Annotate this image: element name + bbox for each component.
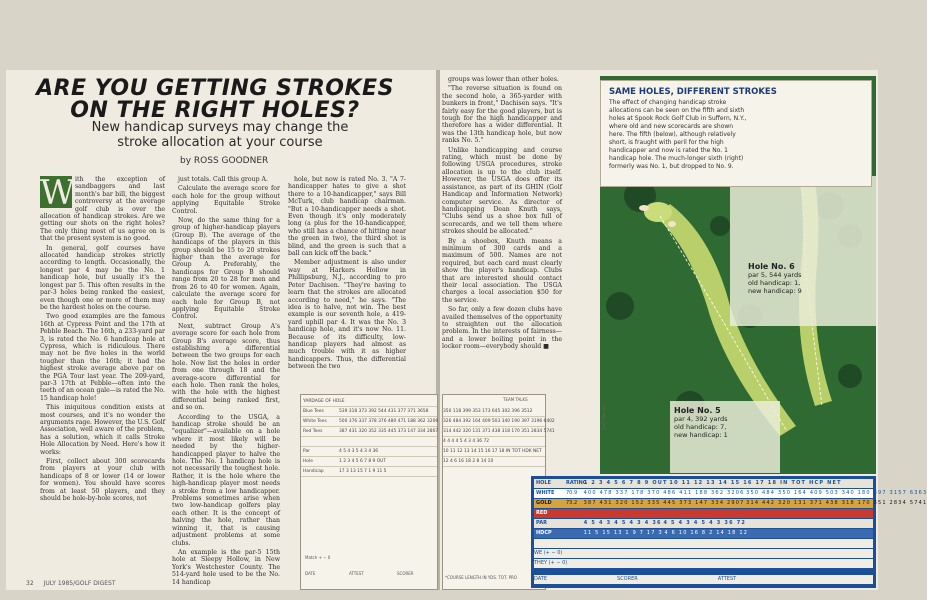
paragraph: "The reverse situation is found on the second hole, a 365-yarder with bunkers in front," Dachisen says. "It's fairly easy for the good players, but is tough for the high handicapper and therefore has a wider differential. It was the 13th handicap hole, but now ranks No. 5." — [442, 85, 562, 145]
hole-6-detail-2: old handicap: 1, — [748, 279, 801, 287]
column-1-body — [40, 173, 165, 503]
sidebar-box — [600, 80, 872, 187]
issue-line: JULY 1985/GOLF DIGEST — [43, 580, 116, 587]
deck-line-2: stroke allocation at your course — [117, 135, 323, 150]
hole-6-label — [748, 262, 802, 295]
paragraph: According to the USGA, a handicap stroke should be an "equalizer"—available on a hole where it most likely will be needed by the higher-handicapped player to halve the hole. The No. 1 handicap hole is not necessarily the toughest hole. Rather, it is the hole where the high-handicap player most needs a stroke from a low handicapper. Problems sometimes arise when two low-handicap golfers play each other. It is the concept of halving the hole, rather than winning it, that is causing adjustment problems at some clubs. — [172, 413, 280, 547]
paragraph: This iniquitous condition exists at most courses, and it's no wonder the arguments rage. However, the U.S. Golf Association, well aware of the problem, has a solution, which it calls Stroke Hole Allocation by Need. Here's how it works: — [40, 404, 165, 456]
byline: by ROSS GOODNER — [180, 156, 269, 166]
old-card-back-row: 350 118 399 353 173 645 302 396 3512 — [443, 407, 545, 417]
course-length-note: *COURSE LENGTH IN YDS. TOT. PRO — [445, 575, 517, 580]
old-card-row: Par 4 5 4 3 5 4 3 4 36 — [301, 447, 437, 457]
old-card-row: Blue Tees 539 318 373 392 544 431 377 371 3658 — [301, 407, 437, 417]
scorecard-scorer: SCORER — [617, 576, 638, 582]
paragraph: Unlike handicapping and course rating, which must be done by following USGA procedures, stroke allocation is up to the club itself. However, the USGA does offer its assistance, as part of its GHIN (Golf Handicap and Information Network) computer service. As director of handicapping Dean Knuth says, "Clubs send us a shoe box full of scorecards, and we tell them where strokes should be allocated." — [442, 146, 562, 236]
folio — [26, 580, 124, 587]
headline-line-2: ON THE RIGHT HOLES? — [70, 98, 360, 123]
team-talks-header: TEAM TALKS — [503, 397, 528, 402]
scorecard-date: DATE — [534, 576, 548, 582]
illustration-credit: JUDY TRAYLOR — [602, 404, 606, 430]
deck — [60, 120, 380, 150]
deck-line-1: New handicap surveys may change the — [91, 120, 349, 135]
paragraph: Two good examples are the famous 16th at Cypress Point and the 17th at Pebble Beach. The 16th, a 233-yard par 3, is rated the No. 6 handicap hole at Cypress, which is ridiculous. There may not be five holes in the world tougher than the 16th; it had the highest stroke average above par on the PGA Tour last year. The 209-yard, par-3 17th at Pebble—often into the teeth of an ocean gale—is rated the No. 15 handicap hole! — [40, 313, 165, 402]
article-column-2 — [172, 176, 280, 588]
article-column-4 — [442, 76, 562, 388]
scorecard-gold-row: GOLD 73.2 387 431 320 152 335 445 373 147 334 2907 314 442 320 131 371 438 318 170 351 2834 5741 — [536, 500, 927, 506]
paragraph: just totals. Call this group A. — [178, 176, 268, 183]
hole-6-green — [644, 202, 672, 222]
attest-label: ATTEST — [349, 571, 364, 576]
paragraph: An example is the par-5 15th hole at Sleepy Hollow, in New York's Westchester County. The 514-yard hole used to be the No. 14 handicap — [172, 548, 280, 586]
scorecard-hdcp-row: HDCP 11 5 15 13 1 9 7 17 3 4 6 10 16 8 2 14 18 12 — [534, 529, 873, 538]
hole-6-title: Hole No. 6 — [748, 262, 795, 271]
hole-6-detail-1: par 5, 544 yards — [748, 271, 802, 279]
paragraph: First, collect about 300 scorecards from players at your club with handicaps of 8 or lower (14 or lower for women). You should have scores from at least 50 players, and they should be hole-by-hole scores, not — [40, 458, 165, 503]
hole-5-title: Hole No. 5 — [674, 406, 721, 415]
paragraph: hole, but now is rated No. 3. "A 7-handicapper hates to give a shot there to a 10-handicapper," says Bill McTurk, club handicap chairman. "But a 10-handicapper needs a shot. Even though it's only moderately long (a plus for the 10-handicapper, who still has a chance of hitting near the green in two), the third shot is blind, and the green is such that a ball can kick off the back." — [288, 176, 406, 258]
date-label: DATE — [305, 571, 316, 576]
old-card-row: Hole 1 2 3 4 5 6 7 8 9 OUT — [301, 457, 437, 467]
old-card-back-row: 10 11 12 13 14 15 16 17 18 IN TOT HDK NET — [443, 447, 545, 457]
headline — [30, 78, 400, 122]
hole-5-detail-1: par 4, 392 yards — [674, 415, 728, 423]
scorer-label: SCORER — [397, 571, 414, 576]
scorecard-signature-row — [534, 575, 873, 584]
paragraph: Member adjustment is also under way at Harkers Hollow in Phillipsburg, N.J., according to pro Peter Dachisen. "They're having to learn that the strokes are allocated according to need," he says. "The idea is to halve, not win. The best example is our seventh hole, a 419-yard uphill par 4. It was the No. 3 handicap hole, and it's now No. 11. Because of its difficulty, low-handicap players had almost as much trouble with it as higher handicappers. Thus, the differential between the two — [288, 259, 406, 371]
sidebar-text: The effect of changing handicap stroke allocations can be seen on the fifth and sixth holes at Spook Rock Golf Club in Suffern, N.Y., where old and new scorecards are shown here. The fifth (below), although relatively short, is fraught with peril for the high handicapper and now is rated the No. 1 handicap hole. The much-longer sixth (right) formerly was No. 1, but dropped to No. 9. — [609, 99, 747, 170]
scorecard-red-row: RED — [534, 509, 873, 518]
old-card-back-row: 12 4 6 16 18 2 8 14 10 — [443, 457, 545, 467]
article-column-3 — [288, 176, 406, 384]
page-number: 32 — [26, 580, 34, 587]
paragraph: By a shoebox, Knuth means a minimum of 300 cards and a maximum of 500. Names are not required, but each card must clearly show the player's handicap. Clubs that are interested should contact their local association. The USGA charges a local association $50 for the service. — [442, 237, 562, 304]
drop-cap: W — [40, 173, 75, 213]
hole-5-detail-3: new handicap: 1 — [674, 431, 728, 439]
old-card-row: White Tees 500 376 337 378 376 480 471 188 362 3206 — [301, 417, 437, 427]
scorecard-blank-row — [534, 539, 873, 548]
old-card-row: Handicap 17 3 13 15 7 1 9 11 5 — [301, 467, 437, 477]
paragraph: In general, golf courses have allocated handicap strokes strictly according to length. Occasionally, the longest par 4 may be the No. 1 handicap hole, but usually it's the longest par 5. This often results in the par-3 holes being ranked the easiest, even though one or more of them may be the hardest holes on the course. — [40, 244, 165, 311]
new-scorecard — [531, 476, 927, 588]
hole-6-caption-panel — [730, 176, 876, 326]
paragraph: Next, subtract Group A's average score for each hole from Group B's average score, thus establishing a differential between the two groups for each hole. Now list the holes in order from one through 18 and the average-score differential for each hole. Then rank the holes, with the hole with the highest differential being ranked first, and so on. — [172, 322, 280, 412]
headline-line-1: ARE YOU GETTING STROKES — [36, 76, 394, 101]
match-line: Match + − 0 — [305, 555, 331, 560]
scorecard-white-row: WHITE 70.9 400 478 337 178 370 486 411 188 362 3206 350 484 350 164 409 503 340 180 397 3157 6363 — [536, 490, 927, 496]
paragraph: groups was lower than other holes. — [448, 76, 559, 83]
old-card-row: Red Tees 387 431 320 352 335 445 373 147 334 2807 — [301, 427, 437, 437]
hole-5-label — [674, 406, 728, 439]
paragraph: So far, only a few dozen clubs have availed themselves of the opportunity to straighten out the allocation problem. In the interests of fairness—and a lower boiling point in the locker room—everybody should ■ — [442, 306, 562, 351]
hole-5-detail-2: old handicap: 7, — [674, 423, 727, 431]
old-scorecard-front — [300, 394, 438, 590]
scorecard-they-row: THEY (+ − 0) — [534, 559, 873, 568]
scorecard-attest: ATTEST — [717, 576, 737, 582]
scorecard-hole-row: HOLE RATING 1 2 3 4 5 6 7 8 9 OUT 10 11 12 13 14 15 16 17 18 IN TOT HCP NET — [534, 479, 873, 488]
paragraph: Calculate the average score for each hole for the group without applying Equitable Stroke Control. — [172, 185, 280, 215]
sidebar-title: SAME HOLES, DIFFERENT STROKES — [609, 87, 777, 97]
old-card-back-row: 4 4 4 4 5 4 3 4 36 72 — [443, 437, 545, 447]
paragraph: ith the exception of sandbaggers and last month's bar bill, the biggest controversy at the average golf club is over the allocation of handicap strokes. Are we getting our shots on the right holes? The only thing most of us agree on is that the present system is no good. — [40, 176, 165, 243]
old-card-row: YARDAGE OF HOLE — [301, 397, 437, 407]
old-card-back-row: 314 442 320 131 371 438 318 170 351 2834 5741 — [443, 427, 545, 437]
scorecard-we-row: WE (+ − 0) — [534, 549, 873, 558]
article-column-1 — [40, 173, 165, 581]
paragraph: Now, do the same thing for a group of higher-handicap players (Group B). The average of the handicaps of the players in this group should be 15 to 20 strokes higher than the average for Group A. Preferably, the handicaps for Group B should range from 20 to 28 for men and from 26 to 40 for women. Again, calculate the average score for each hole for Group B, not applying Equitable Stroke Control. — [172, 217, 280, 321]
scorecard-par-row: PAR 4 5 4 3 4 5 4 3 4 36 4 5 4 3 4 5 4 3 36 72 — [534, 519, 873, 528]
old-card-row — [301, 437, 437, 447]
hole-6-detail-3: new handicap: 9 — [748, 287, 802, 295]
old-card-back-row: 326 484 392 164 409 503 340 190 397 3196 6402 — [443, 417, 545, 427]
